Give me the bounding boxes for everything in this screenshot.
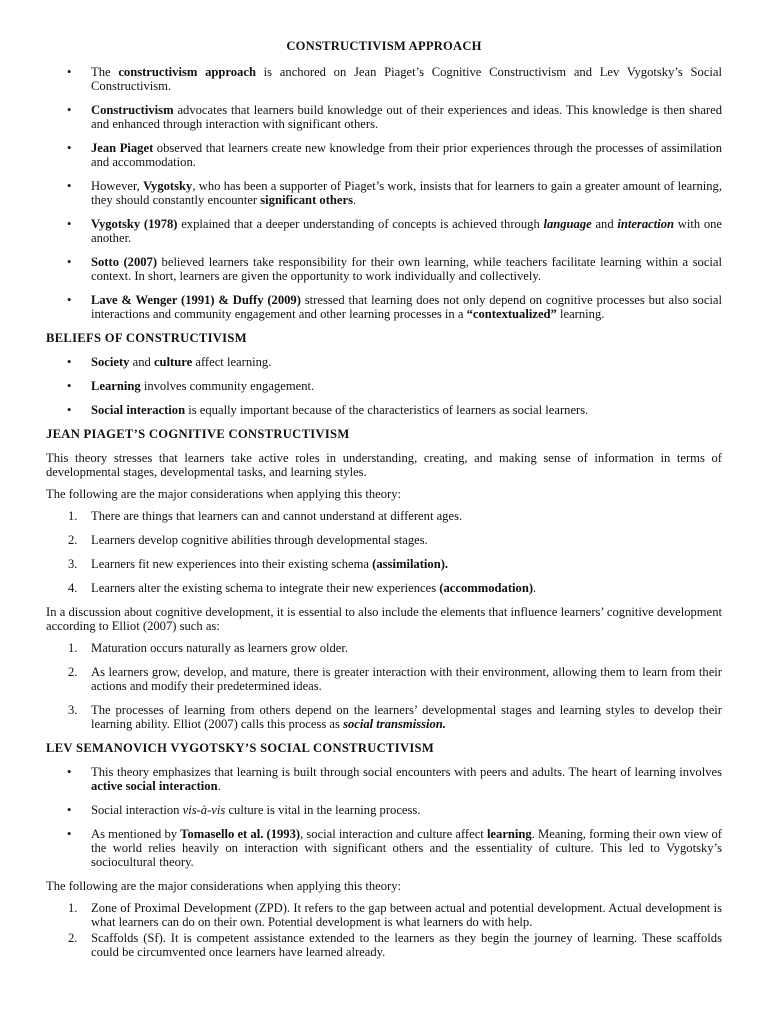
text-segment: (assimilation). xyxy=(372,557,449,571)
text-segment: (accommodation) xyxy=(439,581,534,595)
list-item xyxy=(46,931,722,959)
beliefs-heading: BELIEFS OF CONSTRUCTIVISM xyxy=(46,331,247,345)
vygotsky-considerations-list xyxy=(46,901,722,959)
vygotsky-heading: LEV SEMANOVICH VYGOTSKY’S SOCIAL CONSTRUCTIVISM xyxy=(46,741,435,755)
list-item xyxy=(46,293,722,321)
list-item xyxy=(46,355,722,369)
intro-bullet-list xyxy=(46,65,722,321)
text-segment: There are things that learners can and cannot understand at different ages. xyxy=(91,509,463,523)
list-item xyxy=(46,65,722,93)
text-segment: , social interaction and culture affect xyxy=(300,827,487,841)
list-item xyxy=(46,403,722,417)
text-segment: Scaffolds (Sf). It is competent assistance extended to the learners as they begin the journey of learning. These scaffolds could be circumvented once learners have learned already. xyxy=(91,931,722,959)
text-segment: and xyxy=(591,217,618,231)
text-segment: As learners grow, develop, and mature, there is greater interaction with their environment, allowing them to learn from their actions and modify their predetermined ideas. xyxy=(91,665,722,693)
text-segment: “contextualized” xyxy=(466,307,557,321)
list-item xyxy=(46,557,722,571)
piaget-heading: JEAN PIAGET’S COGNITIVE CONSTRUCTIVISM xyxy=(46,427,350,441)
piaget-considerations-list xyxy=(46,509,722,595)
list-number: 2. xyxy=(68,533,78,547)
piaget-paragraph-3: In a discussion about cognitive development, it is essential to also include the elements that influence learners’ cognitive development according to Elliot (2007) such as: xyxy=(46,605,722,633)
text-segment: believed learners take responsibility for their own learning, while teachers facilitate learning within a social context. In short, learners are given the opportunity to work individually and collectively. xyxy=(91,255,723,283)
piaget-elements-list xyxy=(46,641,722,731)
text-segment: This theory emphasizes that learning is built through social encounters with peers and adults. The heart of learning involves xyxy=(91,765,722,779)
beliefs-bullet-list xyxy=(46,355,722,417)
list-item xyxy=(46,103,722,131)
text-segment: . xyxy=(533,581,537,595)
text-segment: The processes of learning from others depend on the learners’ developmental stages and learning styles to develop their learning ability. Elliot (2007) calls this process as xyxy=(91,703,722,731)
text-segment: Constructivism xyxy=(91,103,174,117)
text-segment: social transmission. xyxy=(343,717,446,731)
text-segment: Learning xyxy=(91,379,141,393)
text-segment: active social interaction xyxy=(91,779,218,793)
list-number: 3. xyxy=(68,703,78,717)
text-segment: language xyxy=(543,217,592,231)
list-item xyxy=(46,581,722,595)
text-segment: However, xyxy=(91,179,144,193)
text-segment: culture xyxy=(153,355,193,369)
text-segment: and xyxy=(129,355,154,369)
text-segment: observed that learners create new knowledge from their prior experiences through the processes of assimilation and accommodation. xyxy=(91,141,722,169)
text-segment: explained that a deeper understanding of concepts is achieved through xyxy=(177,217,544,231)
list-item xyxy=(46,803,722,817)
list-item xyxy=(46,141,722,169)
text-segment: Lave & Wenger (1991) & Duffy (2009) xyxy=(91,293,301,307)
list-number: 1. xyxy=(68,641,78,655)
text-segment: Learners fit new experiences into their existing schema xyxy=(91,557,373,571)
text-segment: Jean Piaget xyxy=(91,141,154,155)
document-title: CONSTRUCTIVISM APPROACH xyxy=(286,39,482,53)
text-segment: Maturation occurs naturally as learners grow older. xyxy=(91,641,349,655)
text-segment: affect learning. xyxy=(192,355,272,369)
text-segment: is anchored on Jean Piaget’s Cognitive Constructivism and Lev Vygotsky’s Social Constructivism. xyxy=(91,65,722,93)
piaget-paragraph-2: The following are the major considerations when applying this theory: xyxy=(46,487,401,501)
vygotsky-bullet-list xyxy=(46,765,722,869)
list-item xyxy=(46,901,722,929)
text-segment: . xyxy=(217,779,221,793)
text-segment: Vygotsky (1978) xyxy=(91,217,178,231)
text-segment: Zone of Proximal Development (ZPD). It refers to the gap between actual and potential development. Actual development is what learners can do on their own. Potential development is what learners do with help. xyxy=(91,901,722,929)
list-item xyxy=(46,217,722,245)
list-number: 1. xyxy=(68,509,78,523)
list-item xyxy=(46,509,722,523)
text-segment: . Meaning, forming their own view of the world relies heavily on interaction with significant others and the essentiality of culture. This led to Vygotsky’s sociocultural theory. xyxy=(91,827,722,869)
text-segment: As mentioned by xyxy=(91,827,181,841)
list-number: 1. xyxy=(68,901,78,915)
text-segment: culture is vital in the learning process. xyxy=(225,803,421,817)
text-segment: is equally important because of the characteristics of learners as social learners. xyxy=(185,403,589,417)
text-segment: , who has been a supporter of Piaget’s work, insists that for learners to gain a greater amount of learning, they should constantly encounter xyxy=(91,179,723,207)
text-segment: advocates that learners build knowledge out of their experiences and ideas. This knowledge is then shared and enhanced through interaction with significant others. xyxy=(91,103,722,131)
text-segment: Social interaction xyxy=(91,403,186,417)
vygotsky-paragraph: The following are the major considerations when applying this theory: xyxy=(46,879,401,893)
text-segment: constructivism approach xyxy=(118,65,256,79)
list-item xyxy=(46,765,722,793)
list-item xyxy=(46,703,722,731)
list-number: 3. xyxy=(68,557,78,571)
list-item xyxy=(46,179,722,207)
text-segment: Learners alter the existing schema to integrate their new experiences xyxy=(91,581,440,595)
text-segment: involves community engagement. xyxy=(140,379,315,393)
text-segment: Social interaction xyxy=(91,803,183,817)
list-item xyxy=(46,255,722,283)
text-segment: learning xyxy=(486,827,532,841)
text-segment: Sotto (2007) xyxy=(91,255,158,269)
list-number: 2. xyxy=(68,665,78,679)
text-segment: Vygotsky xyxy=(143,179,193,193)
list-item xyxy=(46,533,722,547)
text-segment: interaction xyxy=(617,217,675,231)
text-segment: vis-à-vis xyxy=(182,803,226,817)
text-segment: Tomasello et al. (1993) xyxy=(180,827,301,841)
text-segment: Learners develop cognitive abilities through developmental stages. xyxy=(91,533,428,547)
list-item xyxy=(46,641,722,655)
list-number: 4. xyxy=(68,581,78,595)
text-segment: . xyxy=(352,193,357,207)
list-item xyxy=(46,827,722,869)
list-number: 2. xyxy=(68,931,78,945)
text-segment: with one another. xyxy=(91,217,723,245)
list-item xyxy=(46,665,722,693)
piaget-paragraph-1: This theory stresses that learners take active roles in understanding, creating, and making sense of information in terms of developmental stages, developmental tasks, and learning styles. xyxy=(46,451,722,479)
text-segment: The xyxy=(91,65,119,79)
text-segment: stressed that learning does not only depend on cognitive processes but also social interactions and community engagement and other learning processes in a xyxy=(91,293,723,321)
text-segment: learning. xyxy=(556,307,605,321)
list-item xyxy=(46,379,722,393)
text-segment: Society xyxy=(91,355,130,369)
text-segment: significant others xyxy=(260,193,353,207)
